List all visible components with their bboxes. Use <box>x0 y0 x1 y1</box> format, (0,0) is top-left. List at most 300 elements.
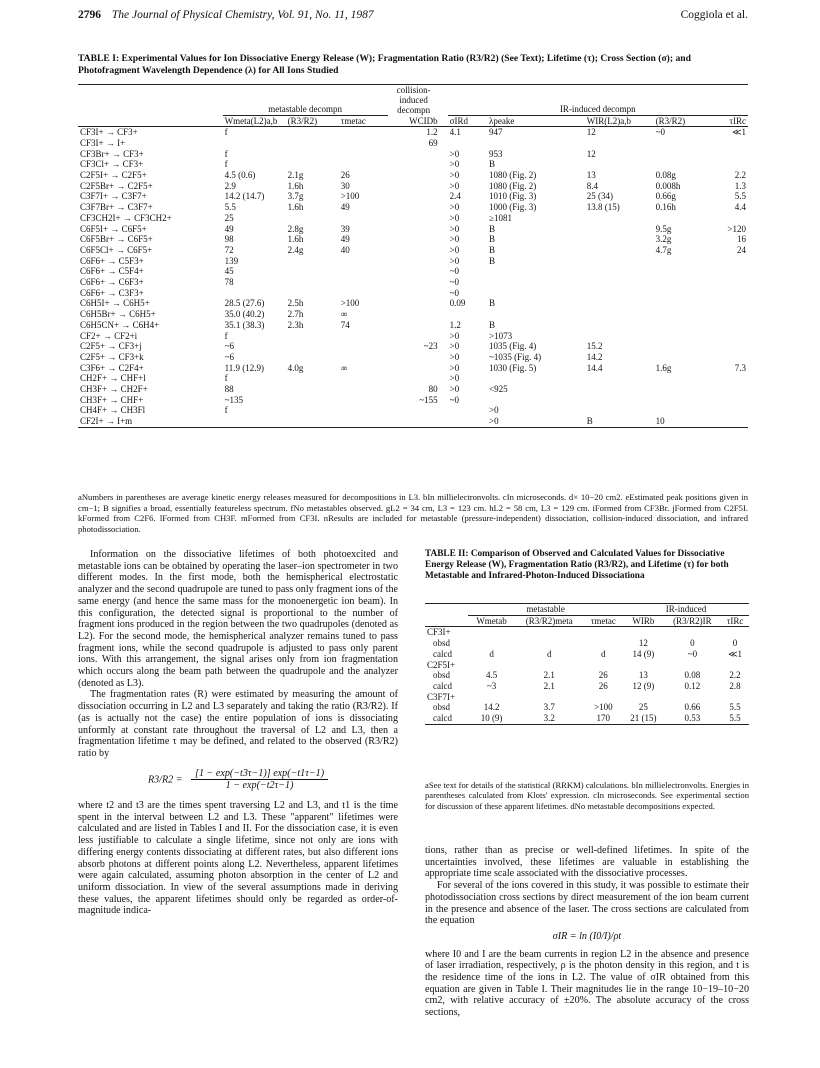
table1-cell: 0.08g <box>655 170 676 181</box>
table1-cell: 5.5 <box>224 202 236 213</box>
table1-cell: >0 <box>449 330 460 341</box>
table1-cell: 35.1 (38.3) <box>224 319 265 330</box>
table2-column-header: τIRc <box>726 615 744 626</box>
table1-row-label: CH3F+ → CH2F+ <box>80 384 148 395</box>
table1-row <box>78 309 748 320</box>
table1-cell <box>286 266 339 277</box>
table1-cell <box>487 395 585 406</box>
table1-cell <box>339 127 388 138</box>
table1-cell <box>654 331 712 342</box>
table1-row <box>78 149 748 160</box>
table2-cell: 0.66 <box>684 702 701 713</box>
table1-cell: 1.6h <box>287 202 304 213</box>
table1-cell <box>339 149 388 160</box>
table1-row <box>78 341 748 352</box>
table2-caption-text: Comparison of Observed and Calculated Values for Dissociative Energy Release (W), Fragmentation Ratio (R3/R2), and Lifetime (τ) for both Metastable and Infrared-Photon-Induced Dissociationa <box>425 549 729 581</box>
table1-cell <box>388 405 448 416</box>
table1-cell <box>712 352 748 363</box>
table1-cell <box>585 320 654 331</box>
table1-cell: >0 <box>449 202 460 213</box>
table1-cell <box>339 373 388 384</box>
table1-row <box>78 191 748 202</box>
table1-cell: 49 <box>340 234 350 245</box>
table1-cell <box>388 363 448 374</box>
table1-cell: >0 <box>449 148 460 159</box>
table1-cell <box>585 405 654 416</box>
table2-row <box>425 713 749 724</box>
table1-cell: f <box>224 405 228 416</box>
table2-row <box>425 670 749 681</box>
table1-row-label: C6H5CN+ → C6H4+ <box>80 319 160 330</box>
table1-cell: >1073 <box>489 330 513 341</box>
table1-cell <box>286 277 339 288</box>
table2-row <box>425 660 749 671</box>
table1-cell <box>487 288 585 299</box>
table1-cell: 40 <box>340 244 350 255</box>
table2-label: TABLE II: <box>425 549 469 559</box>
left-paragraph-3: where t2 and t3 are the times spent traversing L2 and L3, and t1 is the time spent in the interval between L2 and L3. These "apparent" lifetimes were calculated and are listed in Tables I and II. For the dissociation case, it is even less justifiable to calculate a single lifetime, since not only are ions with differing energy contents dissociating at different rates, but also different ions absorb photons at different points along L2. Nevertheless, apparent lifetimes were again calculated, assuming photon absorption in the center of L2 and uniform dissociation. In view of the several assumptions made in deriving these values, the apparent lifetimes should only be regarded as order-of-magnitude indica- <box>78 800 398 917</box>
table1-cell <box>339 395 388 406</box>
table1-cell: 12 <box>586 127 596 138</box>
right-column <box>425 845 749 1019</box>
table2-cell: 170 <box>596 713 611 724</box>
table1-group-ir: IR-induced decompn <box>448 85 748 116</box>
table2-column-header: (R3/R2)meta <box>525 615 573 626</box>
table1-cell: ∞ <box>340 362 348 373</box>
table2-cell: 14 (9) <box>632 648 655 659</box>
table1-cell: 0.008h <box>655 180 681 191</box>
table2-cell: ≪1 <box>728 648 743 659</box>
table1-cell: 14.4 <box>586 362 603 373</box>
table1-cell: 13.8 (15) <box>586 202 620 213</box>
table1-cell: 1030 (Fig. 5) <box>489 362 537 373</box>
table1-cell <box>585 331 654 342</box>
table1-cell <box>654 277 712 288</box>
table1-footnote: aNumbers in parentheses are average kinetic energy releases measured for decompositions in L3. bIn millielectronvolts. cIn microseconds. d× 10−20 cm2. eEstimated peak positions given in cm−1; B signifies a broad, essentially featureless spectrum. fNo metastables observed. gL2 = 34 cm, L3 = 123 cm. hL2 = 58 cm, L3 = 129 cm. iFormed from CF3Br. jFormed from C2F5I. kFormed from C2F6. lFormed from CH3F. mFormed from CF3I. nResults are included for metastable (pressure-independent) dissociation, collision-induced dissociation, and infrared photodissociation. <box>78 492 748 534</box>
table1-cell <box>339 266 388 277</box>
table1-cell <box>448 405 487 416</box>
table1-cell <box>388 181 448 192</box>
table1-row-label: CF2+ → CF2+i <box>80 330 138 341</box>
table2-cell <box>584 627 623 638</box>
table2-column-header-row <box>425 615 749 627</box>
table1-cell <box>339 159 388 170</box>
table2-footnote: aSee text for details of the statistical (RRKM) calculations. bIn millielectronvolts. Energies in parentheses calculated from Klots' expression. cIn microseconds. See experimental section for discussion of these apparent lifetimes. dNo metastable decompositions expected. <box>425 780 749 811</box>
table1-cell <box>654 352 712 363</box>
table1-cell <box>585 159 654 170</box>
table1-row <box>78 277 748 288</box>
table1-cell: 2.4g <box>287 244 304 255</box>
table1-cell <box>712 416 748 427</box>
table2-cell <box>623 627 664 638</box>
right-paragraph-2: For several of the ions covered in this study, it was possible to estimate their photodissociation cross sections by direct measurement of the ion beam current in the presence and absence of the laser. The cross sections are calculated from the equation <box>425 880 749 927</box>
table1-row <box>78 298 748 309</box>
table2-cell: 2.1 <box>543 680 555 691</box>
table1-cell <box>654 149 712 160</box>
table1-cell: 1.3 <box>734 180 746 191</box>
table1-cell <box>585 213 654 224</box>
table1-cell: >0 <box>449 341 460 352</box>
table2-cell: ~3 <box>486 680 497 691</box>
table1-cell: >100 <box>340 191 360 202</box>
table1-cell <box>585 256 654 267</box>
table1-cell <box>654 384 712 395</box>
equation-denominator: 1 − exp(−t2τ−1) <box>225 780 294 792</box>
table1-cell <box>339 256 388 267</box>
table1-cell <box>585 245 654 256</box>
table1-cell <box>585 234 654 245</box>
table1-row-label: C6F5Cl+ → C6F5+ <box>80 244 153 255</box>
table2-cell: 12 <box>638 638 648 649</box>
table1-cell <box>388 416 448 427</box>
table1-cell <box>388 191 448 202</box>
table1-cell <box>712 213 748 224</box>
table2-cell <box>721 660 749 671</box>
table2-cell <box>664 692 721 703</box>
table1-row <box>78 170 748 181</box>
table1-row-label: C2F5+ → CF3+k <box>80 351 144 362</box>
table1-cell <box>286 395 339 406</box>
table1-cell <box>448 138 487 149</box>
table2-cell: 0.53 <box>684 713 701 724</box>
table1-cell <box>388 288 448 299</box>
table1-cell: >0 <box>449 373 460 384</box>
table1-caption-text: Experimental Values for Ion Dissociative Energy Release (W); Fragmentation Ratio (R3/R2) (See Text); Lifetime (τ); Cross Section (σ); and Photofragment Wavelength Dependence (λ) for All Ions Studied <box>78 53 691 76</box>
table1-row-label: CF3Br+ → CF3+ <box>80 148 144 159</box>
table1-cell: 2.2 <box>734 170 746 181</box>
table1-cell <box>712 395 748 406</box>
table2-row-label: C2F5I+ <box>427 659 456 670</box>
table1-column-header: Wmeta(L2)a,b <box>224 115 278 126</box>
table1-cell: 14.2 <box>586 351 603 362</box>
table1-cell <box>388 373 448 384</box>
table2-cell <box>584 638 623 649</box>
table1-cell: 4.0g <box>287 362 304 373</box>
table1-row <box>78 181 748 192</box>
table1-cell: 30 <box>340 180 350 191</box>
table1-cell <box>712 331 748 342</box>
table1-cell: ~23 <box>423 341 438 352</box>
equation-lhs: R3/R2 = <box>147 774 183 786</box>
table1-cell: 947 <box>489 127 503 138</box>
table2-row-label: C3F7I+ <box>427 691 456 702</box>
table1-cell: B <box>489 223 496 234</box>
table1-cell: B <box>489 159 496 170</box>
table1-cell <box>712 341 748 352</box>
table1-row-label: C6F5I+ → C6F5+ <box>80 223 147 234</box>
table2-row-label: obsd <box>433 638 451 649</box>
table2-cell: 0.12 <box>684 680 701 691</box>
table1-cell: >0 <box>449 244 460 255</box>
table1-cell: 4.4 <box>734 202 746 213</box>
table1-cell: B <box>586 416 593 427</box>
table2-cell: d <box>601 648 606 659</box>
table1-cell <box>286 256 339 267</box>
table1-cell <box>654 320 712 331</box>
table1-cell: 9.5g <box>655 223 672 234</box>
table1-cell: 13 <box>586 170 596 181</box>
table1-cell: 953 <box>489 148 503 159</box>
table1-cell <box>487 138 585 149</box>
table1-cell: 12 <box>586 148 596 159</box>
table1-cell: 24 <box>737 244 746 255</box>
table1-row <box>78 245 748 256</box>
table2-column-header: Wmetab <box>476 615 507 626</box>
table1-row <box>78 288 748 299</box>
table2-caption <box>425 549 749 582</box>
table1-cell: 2.4 <box>449 191 461 202</box>
table1-cell: 78 <box>224 277 234 288</box>
table1-cell <box>286 288 339 299</box>
table1-cell: >0 <box>489 405 499 416</box>
table1-cell: 8.4 <box>586 180 599 191</box>
table1-cell: >0 <box>449 180 460 191</box>
table1-cell <box>339 352 388 363</box>
table1-cell <box>339 384 388 395</box>
table1-cell <box>585 384 654 395</box>
table1-cell <box>654 159 712 170</box>
table1-cell: 1.2 <box>449 319 461 330</box>
table2-cell <box>664 660 721 671</box>
table2-row-label: CF3I+ <box>427 627 451 638</box>
table1-cell: 1.6h <box>287 234 304 245</box>
table1-cell: 1000 (Fig. 3) <box>489 202 537 213</box>
table1-cell <box>388 245 448 256</box>
table1-cell <box>448 416 487 427</box>
table1-caption <box>78 53 748 76</box>
table1-row <box>78 202 748 213</box>
table1-cell: 88 <box>224 384 234 395</box>
table1-cell: 16 <box>737 234 746 245</box>
running-head <box>78 9 748 29</box>
table2-cell: 5.5 <box>729 702 741 713</box>
table1-cell <box>712 384 748 395</box>
table2-cell: ~0 <box>687 648 698 659</box>
table1-cell: 11.9 (12.9) <box>224 362 265 373</box>
table1-cell <box>388 224 448 235</box>
table1-cell: 1.6h <box>287 180 304 191</box>
table1-cell <box>448 309 487 320</box>
table1-column-header: τIRc <box>729 115 746 126</box>
table1-cell: 0.16h <box>655 202 676 213</box>
table2-row <box>425 702 749 713</box>
table1-cell <box>712 405 748 416</box>
table1-cell <box>339 138 388 149</box>
table1-row <box>78 320 748 331</box>
table1-cell <box>487 373 585 384</box>
table1-cell: ~0 <box>655 127 666 138</box>
table1-cell: 0.66g <box>655 191 676 202</box>
table1-row-label: C2F5Br+ → C2F5+ <box>80 180 153 191</box>
table1-cell <box>654 288 712 299</box>
table1-column-header: WIR(L2)a,b <box>586 115 632 126</box>
table1-cell <box>286 341 339 352</box>
table2-cell: d <box>547 648 552 659</box>
table2-cell: 14.2 <box>483 702 500 713</box>
table1-column-header: τmetac <box>340 115 366 126</box>
table1-cell <box>388 256 448 267</box>
table1-row <box>78 159 748 170</box>
table1-cell <box>585 266 654 277</box>
table1-cell: >100 <box>340 298 360 309</box>
table1-cell <box>654 341 712 352</box>
table1-cell: 7.3 <box>734 362 746 373</box>
table2-cell <box>468 638 515 649</box>
table1-column-header: σIRd <box>449 115 468 126</box>
table1-row-label: C6F5Br+ → C6F5+ <box>80 234 153 245</box>
table1-cell <box>487 309 585 320</box>
table1-row-label: C6F6+ → C5F3+ <box>80 255 144 266</box>
table1-cell <box>712 309 748 320</box>
table1-cell: 28.5 (27.6) <box>224 298 265 309</box>
table1-body <box>78 127 748 428</box>
table2-cell <box>515 638 584 649</box>
table2-cell: 3.7 <box>543 702 555 713</box>
table1-cell: f <box>224 159 228 170</box>
table1-cell <box>654 373 712 384</box>
table1-cell <box>388 234 448 245</box>
table1-cell: 1035 (Fig. 4) <box>489 341 537 352</box>
table2-cell: 2.2 <box>729 670 741 681</box>
table2-cell <box>468 692 515 703</box>
table1-cell <box>388 277 448 288</box>
table1-cell <box>585 298 654 309</box>
table1-cell: 5.5 <box>734 191 746 202</box>
table1-row <box>78 127 748 138</box>
table2-cell: 25 <box>638 702 648 713</box>
table2-cell: >100 <box>594 702 613 713</box>
table1-cell: 3.7g <box>287 191 304 202</box>
table1-cell: ~0 <box>449 266 459 277</box>
left-paragraph-2: The fragmentation rates (R) were estimated by measuring the amount of dissociation occurring in L2 and L3 separately and taking the ratio (R3/R2). If (as is actually not the case) the entire population of ions is dissociating unformly at constant rate throughout the traversal of L2 and L3, then a fragmentation lifetime τ may be defined, and related to the observed (R3/R2) ratio by <box>78 689 398 759</box>
table2-cell: 12 (9) <box>632 680 655 691</box>
table1-cell <box>654 266 712 277</box>
table1-cell <box>712 266 748 277</box>
table1-row <box>78 256 748 267</box>
table1-row <box>78 224 748 235</box>
table1-cell: 45 <box>224 266 234 277</box>
table2-cell: 0 <box>732 638 738 649</box>
table2-row-label: calcd <box>433 648 452 659</box>
table1-row <box>78 331 748 342</box>
table1-group-cid: collision-induced decompn <box>396 85 431 115</box>
table1-column-header: (R3/R2) <box>655 115 686 126</box>
table1-cell: 25 <box>224 212 234 223</box>
page-number: 2796 <box>78 9 101 21</box>
table2-cell <box>468 660 515 671</box>
table1-cell <box>388 309 448 320</box>
table2-column-header: WIRb <box>632 615 655 626</box>
table2-cell <box>664 627 721 638</box>
table1-cell: 49 <box>340 202 350 213</box>
table1-cell: ~135 <box>224 394 243 405</box>
table1-cell <box>286 138 339 149</box>
table1-cell <box>286 127 339 138</box>
table1-cell: 98 <box>224 234 234 245</box>
table1-cell: 0.09 <box>449 298 466 309</box>
table1-cell <box>388 298 448 309</box>
table1-column-header: WCIDb <box>409 115 438 126</box>
table1-cell: 35.0 (40.2) <box>224 309 265 320</box>
table1-cell <box>585 309 654 320</box>
table1-row <box>78 384 748 395</box>
table1-cell <box>388 266 448 277</box>
table2-row-label: calcd <box>433 713 452 724</box>
table1-row-label: C6H5Br+ → C6H5+ <box>80 309 156 320</box>
table1-cell: 2.7h <box>287 309 304 320</box>
table1-cell: 2.8g <box>287 223 304 234</box>
table2-row <box>425 638 749 649</box>
table1-row-label: C2F5+ → CF3+j <box>80 341 142 352</box>
table1-row-label: C6F6+ → C5F4+ <box>80 266 144 277</box>
table1-cell: B <box>489 244 496 255</box>
table1-cell <box>712 298 748 309</box>
table1-cell <box>585 288 654 299</box>
table1-cell <box>712 320 748 331</box>
table1-cell: ≪1 <box>732 127 746 138</box>
table1-cell <box>286 213 339 224</box>
table1-cell <box>487 277 585 288</box>
table1-row-label: CH2F+ → CHF+l <box>80 373 146 384</box>
table1-cell <box>286 149 339 160</box>
table2-row <box>425 681 749 692</box>
table2-column-header: τmetac <box>590 615 616 626</box>
table1-cell <box>286 405 339 416</box>
table1-row <box>78 266 748 277</box>
table1-cell: ∞ <box>340 309 348 320</box>
table1-cell <box>585 138 654 149</box>
table2-cell: 13 <box>638 670 648 681</box>
table1-cell: 25 (34) <box>586 191 614 202</box>
table1-row <box>78 395 748 406</box>
table1-cell: 10 <box>655 416 665 427</box>
table1-row <box>78 352 748 363</box>
table2-cell <box>623 692 664 703</box>
table1-cell <box>388 149 448 160</box>
equation-numerator: [1 − exp(−t3τ−1)] exp(−t1τ−1) <box>191 768 328 781</box>
table1-cell: 2.5h <box>287 298 304 309</box>
table1-cell: 1.2 <box>426 127 438 138</box>
table1-row <box>78 373 748 384</box>
table1-cell: >0 <box>449 212 460 223</box>
table1-cell: 80 <box>428 384 438 395</box>
table1-cell <box>339 341 388 352</box>
table2-cell <box>623 660 664 671</box>
table1-cell: ≥1081 <box>489 212 512 223</box>
table1-row <box>78 138 748 149</box>
table2-row-label: obsd <box>433 702 451 713</box>
table2-cell: 0 <box>690 638 695 649</box>
table1-row-label: CH4F+ → CH3Fl <box>80 405 146 416</box>
table1-cell: 74 <box>340 319 350 330</box>
table1-cell: >0 <box>449 170 460 181</box>
table1-cell: B <box>489 298 496 309</box>
table2-cell: 2.8 <box>729 680 741 691</box>
table1-cell <box>339 331 388 342</box>
table1-cell: B <box>489 255 496 266</box>
table1-cell: ~1035 (Fig. 4) <box>489 351 542 362</box>
equation-fragmentation-ratio <box>78 768 398 792</box>
table2-cell: 2.1 <box>543 670 555 681</box>
table1-row-label: C3F6+ → C2F4+ <box>80 362 144 373</box>
table2-group-header-row <box>425 604 749 616</box>
table2-cell <box>721 692 749 703</box>
table1-cell: 1080 (Fig. 2) <box>489 180 537 191</box>
table1-row <box>78 213 748 224</box>
table1-cell: ~0 <box>449 394 459 405</box>
table1-cell: 26 <box>340 170 350 181</box>
table1-row-label: C6F6+ → C6F3+ <box>80 277 144 288</box>
